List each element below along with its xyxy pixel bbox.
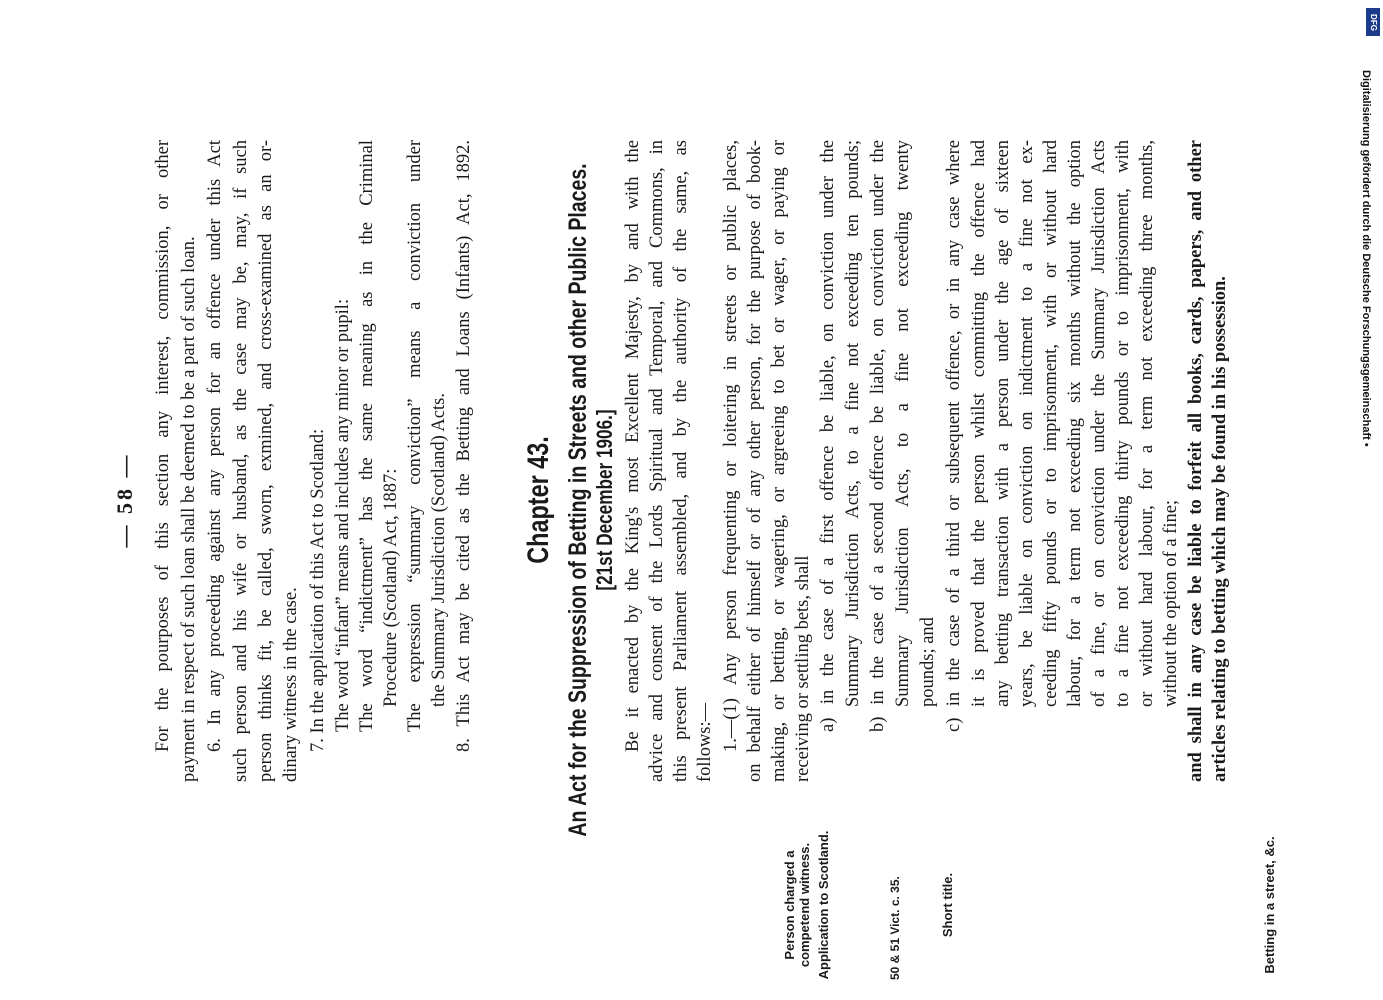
text-line: b) in the case of a second offence be liable, on conviction under the bbox=[868, 140, 888, 732]
text-line: of a fine, or on conviction under the Summary Jurisdiction Acts bbox=[1089, 140, 1109, 707]
text-line: and shall in any case be liable to forfeit all books, cards, papers, and other bbox=[1186, 140, 1206, 782]
side-note-scotland: Application to Scotland. bbox=[816, 830, 831, 980]
side-note-witness: Person charged a competend witness. bbox=[782, 842, 812, 968]
text-line: The expression “summary conviction” means a conviction under bbox=[405, 140, 425, 732]
text-line: without the option of a fine; bbox=[1161, 499, 1181, 707]
digitization-stamp: Digitalisierung gefördert durch die Deutsche Forschungsgemeinschaft • bbox=[1360, 70, 1372, 447]
text-line: to a fine not exceeding thirty pounds or to imprisonment, with bbox=[1113, 140, 1133, 707]
side-note-betting: Betting in a street, &c. bbox=[1262, 836, 1277, 974]
text-line: a) in the case of a first offence be liable, on conviction under the bbox=[818, 140, 838, 732]
text-line: The word “indictment” has the same meaning as in the Criminal bbox=[357, 140, 377, 732]
text-line: it is proved that the person whilst committing the offence had bbox=[969, 140, 989, 707]
text-line: 8. This Act may be cited as the Betting and Loans (Infants) Act, 1892. bbox=[454, 140, 474, 752]
act-date: [21st December 1906.] bbox=[592, 409, 617, 591]
text-line: labour, for a term not exceeding six months without the option bbox=[1065, 140, 1085, 707]
chapter-number: Chapter 43. bbox=[522, 436, 555, 564]
side-note-short-title: Short title. bbox=[940, 872, 955, 938]
text-line: years, be liable on conviction on indictment to a fine not ex- bbox=[1017, 140, 1037, 707]
text-line: payment in respect of such loan shall be deemed to be a part of such loan. bbox=[179, 236, 199, 782]
text-line: Summary Jurisdiction Acts, to a fine not exceeding ten pounds; bbox=[843, 140, 863, 707]
text-line: c) in the case of a third or subsequent offence, or in any case where bbox=[944, 140, 964, 732]
dfg-logo: DFG bbox=[1366, 8, 1380, 36]
text-line: Procedure (Scotland) Act, 1887: bbox=[381, 468, 401, 707]
text-line: 6. In any proceeding against any person for an offence under this Act bbox=[205, 140, 225, 752]
text-line: such person and his wife or husband, as the case may be, may, if such bbox=[231, 140, 251, 782]
act-title: An Act for the Suppression of Betting in Streets and other Public Places. bbox=[564, 163, 592, 837]
text-line: Be it enacted by the King's most Excellent Majesty, by and with the bbox=[623, 140, 643, 752]
text-line: making, or betting, or wagering, or argreeing to bet or wager, or paying or bbox=[769, 140, 789, 782]
text-line: the Summary Jurisdiction (Scotland) Acts. bbox=[429, 393, 449, 707]
text-line: dinary witness in the case. bbox=[281, 587, 301, 782]
text-line: articles relating to betting which may be found in his possession. bbox=[1210, 276, 1230, 782]
text-line: on behalf either of himself or of any other person, for the purpose of book- bbox=[745, 140, 765, 782]
text-line: follows:— bbox=[695, 702, 715, 782]
text-line: For the pourposes of this section any interest, commission, or other bbox=[153, 140, 173, 752]
text-line: The word “infant” means and includes any minor or pupil: bbox=[333, 298, 353, 732]
page-number: — 58 — bbox=[112, 452, 137, 548]
text-line: any betting transaction with a person under the age of sixteen bbox=[993, 140, 1013, 707]
text-line: Summary Jurisdiction Acts, to a fine not exceeding twenty bbox=[893, 140, 913, 707]
text-line: receiving or settling bets, shall bbox=[793, 555, 813, 782]
text-line: advice and consent of the Lords Spiritual and Temporal, and Commons, in bbox=[647, 140, 667, 782]
text-line: pounds; and bbox=[918, 617, 938, 707]
text-line: this present Parliament assembled, and by the authority of the same, as bbox=[671, 140, 691, 782]
side-note-citation: 50 & 51 Vict. c. 35. bbox=[888, 876, 902, 980]
text-line: ceeding fifty pounds or to imprisonment, with or without hard bbox=[1041, 140, 1061, 707]
text-line: 1.—(1) Any person frequenting or loitering in streets or public places, bbox=[721, 140, 741, 752]
text-line: or without hard labour, for a term not exceeding three months, bbox=[1137, 140, 1157, 707]
text-line: 7. In the application of this Act to Scotland: bbox=[308, 428, 328, 752]
text-line: person thinks fit, be called, sworn, exmined, and cross-examined as an or- bbox=[256, 140, 276, 782]
